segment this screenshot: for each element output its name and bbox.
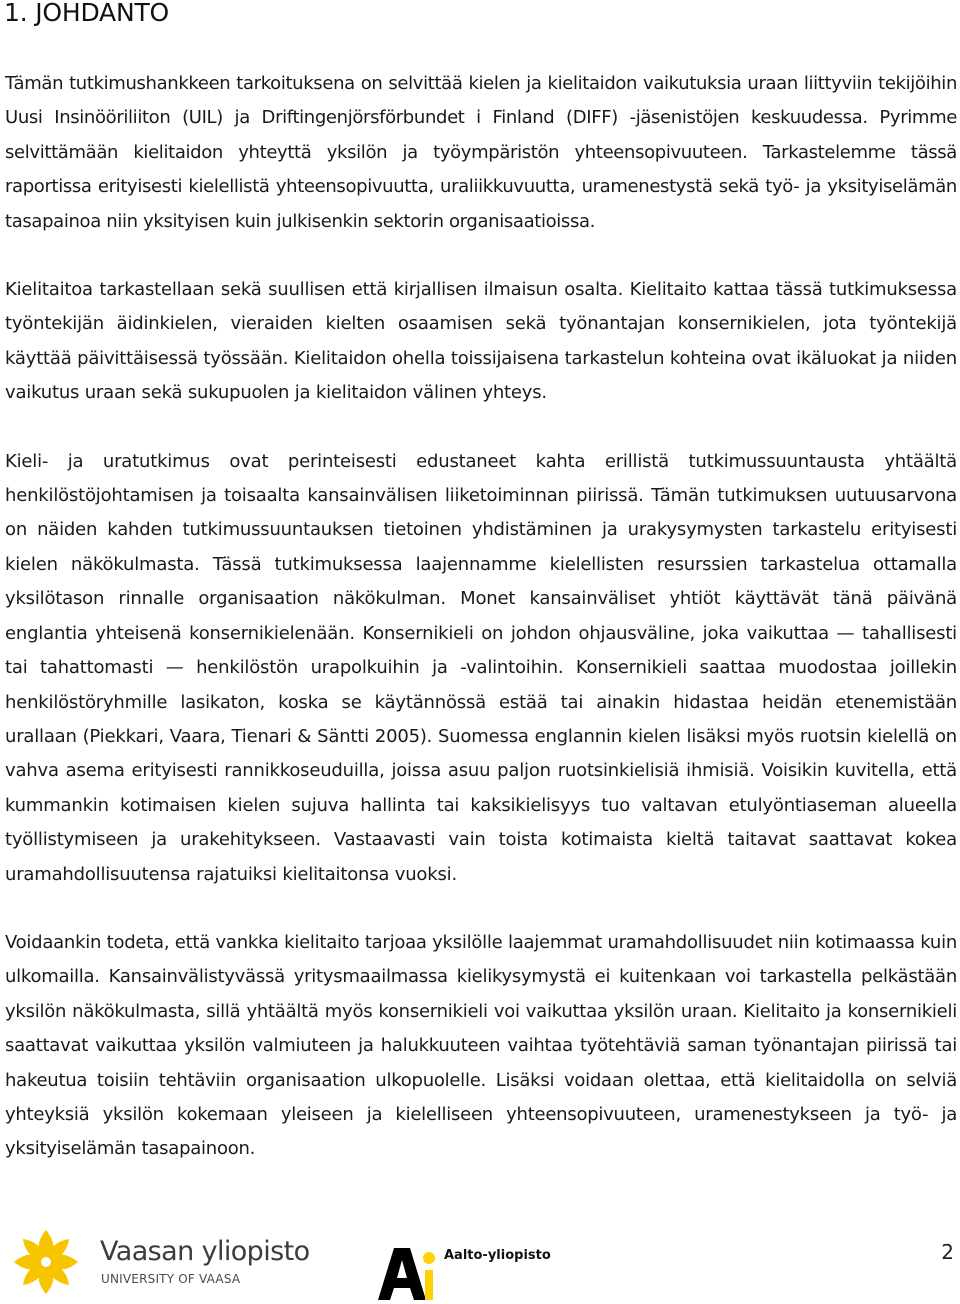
paragraph-conclusion: Voidaankin todeta, että vankka kielitaito tarjoaa yksilölle laajemmat uramahdollisuudet niin kotimaassa kuin ulkomailla. Kansainvälistyvässä yritysmaailmassa kielikysymystä ei kuitenkaan voi tarkastella pelkästään yksilön näkökulmasta, sillä yhtäältä myös konsernikieli voi vaikuttaa yksilön uraan. Kielitaito ja konsernikieli saattavat vaikuttaa yksilön valmiuteen ja halukkuuteen vaihtaa työtehtäviä saman työnantajan piirissä tai hakeutua toisiin tehtäviin organisaation ulkopuolelle. Lisäksi voidaan olettaa, että kielitaidolla on selviä yhteyksiä yksilön kokemaan yleiseen ja kielelliseen yhteensopivuuteen, uramenestykseen ja työ- ja yksityiselämän tasapainoon.	[5, 931, 957, 1160]
aalto-university-logo	[374, 1244, 574, 1304]
paragraph-research-background: Kieli- ja uratutkimus ovat perinteisesti edustaneet kahta erillistä tutkimussuuntausta yhtäältä henkilöstöjohtamisen ja toisaalta kansainvälisen liiketoiminnan piirissä. Tämän tutkimuksen uutuusarvona on näiden kahden tutkimussuuntauksen tietoinen yhdistäminen ja urakysymysten tarkastelu erityisesti kielen näkökulmasta. Tässä tutkimuksessa laajennamme kielellisten resurssien tarkastelua ottamalla yksilötason rinnalle organisaation näkökulman. Monet kansainväliset yhtiöt käyttävät tänä päivänä englantia yhteisenä konsernikielenään. Konsernikieli on johdon ohjausväline, joka vaikuttaa — tahallisesti tai tahattomasti — henkilöstön urapolkuihin ja -valintoihin. Konsernikieli saattaa muodostaa joillekin henkilöstöryhmille lasikaton, koska se käytännössä estää tai ainakin hidastaa heidän etenemistään urallaan (Piekkari, Vaara, Tienari & Säntti 2005). Suomessa englannin kielen lisäksi myös ruotsin kielellä on vahva asema erityisesti rannikkoseuduilla, joissa asuu paljon ruotsinkielisiä ihmisiä. Voisikin kuvitella, että kummankin kotimaisen kielen sujuva hallinta tai kaksikielisyys tuo valtavan etulyöntiaseman alueella työllistymiseen ja urakehitykseen. Vastaavasti vain toista kotimaista kieltä taitavat saattavat kokea uramahdollisuutensa rajatuiksi kielitaitonsa vuoksi.	[5, 450, 957, 885]
paragraph-language-skills: Kielitaitoa tarkastellaan sekä suullisen että kirjallisen ilmaisun osalta. Kielitaito kattaa tässä tutkimuksessa työntekijän äidinkielen, vieraiden kielten osaamisen sekä työnantajan konsernikielen, jota työntekijä käyttää päivittäisessä työssään. Kielitaidon ohella toissijaisena tarkastelun kohteina ovat ikäluokat ja niiden vaikutus uraan sekä sukupuolen ja kielitaidon välinen yhteys.	[5, 279, 957, 404]
vaasa-logo-name: Vaasan yliopisto	[100, 1236, 310, 1267]
vaasa-flame-icon	[6, 1222, 86, 1302]
page-title: 1. JOHDANTO	[4, 0, 170, 27]
aalto-a-icon	[374, 1244, 436, 1302]
page-number: 2	[941, 1240, 954, 1264]
aalto-logo-name: Aalto-yliopisto	[444, 1248, 551, 1263]
page-footer	[0, 1218, 960, 1304]
vaasa-logo-subtitle: UNIVERSITY OF VAASA	[101, 1272, 241, 1286]
body-text	[5, 67, 957, 1167]
university-of-vaasa-logo	[6, 1222, 310, 1302]
paragraph-intro: Tämän tutkimushankkeen tarkoituksena on selvittää kielen ja kielitaidon vaikutuksia uraan liittyviin tekijöihin Uusi Insinööriliiton (UIL) ja Driftingenjörsförbundet i Finland (DIFF) -jäsenistöjen keskuudessa. Pyrimme selvittämään kielitaidon yhteyttä yksilön ja työympäristön yhteensopivuuteen. Tarkastelemme tässä raportissa erityisesti kielellistä yhteensopivuutta, uraliikkuvuutta, uramenestystä sekä työ- ja yksityiselämän tasapainoa niin yksityisen kuin julkisenkin sektorin organisaatioissa.	[5, 73, 957, 232]
